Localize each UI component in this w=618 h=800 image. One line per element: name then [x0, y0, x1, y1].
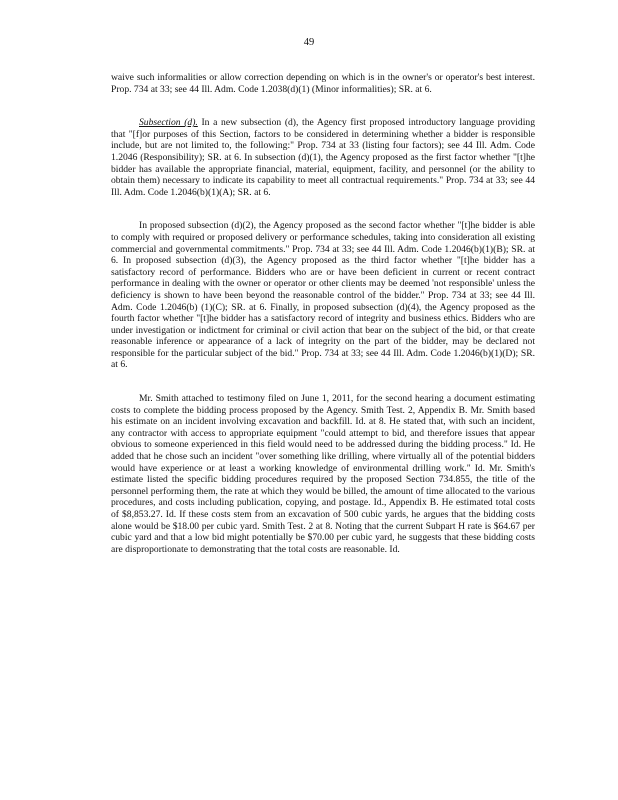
paragraph-continuation: waive such informalities or allow correction depending on which is in the owner's or operator's best interest. Prop. 734 at 33; see 44 Ill. Adm. Code 1.2038(d)(1) (Minor informalities); SR. at 6. — [111, 72, 535, 95]
page-number: 49 — [303, 37, 315, 48]
paragraph-gap — [111, 198, 535, 220]
paragraph-gap — [111, 95, 535, 117]
paragraph-subsection-d — [111, 117, 535, 198]
subsection-heading: Subsection (d). — [139, 117, 198, 129]
paragraph-factors: In proposed subsection (d)(2), the Agency proposed as the second factor whether "[t]he bidder is able to comply with required or proposed delivery or performance schedules, taking into consideration all existing commercial and governmental commitments." Prop. 734 at 33; see 44 Ill. Adm. Code 1.2046(b)(1)(B); SR. at 6. In proposed subsection (d)(3), the Agency proposed as the third factor whether "[t]he bidder has a satisfactory record of performance. Bidders who are or have been deficient in current or recent contract performance in dealing with the owner or operator or other clients may be deemed 'not responsible' unless the deficiency is shown to have been beyond the reasonable control of the bidder." Prop. 734 at 33; see 44 Ill. Adm. Code 1.2046(b) (1)(C); SR. at 6. Finally, in proposed subsection (d)(4), the Agency proposed as the fourth factor whether "[t]he bidder has a satisfactory record of integrity and business ethics. Bidders who are under investigation or indictment for criminal or civil action that bear on the subject of the bid, or that create reasonable inference or appearance of a lack of integrity on the part of the bidder, may be declared not responsible for the particular subject of the bid." Prop. 734 at 33; see 44 Ill. Adm. Code 1.2046(b)(1)(D); SR. at 6. — [111, 220, 535, 371]
paragraph-smith-estimate: Mr. Smith attached to testimony filed on June 1, 2011, for the second hearing a document estimating costs to complete the bidding process proposed by the Agency. Smith Test. 2, Appendix B. Mr. Smith based his estimate on an incident involving excavation and backfill. Id. at 8. He stated that, with such an incident, any contractor with access to appropriate equipment "could attempt to bid, and therefore issues that appear obvious to someone experienced in this field would need to be addressed during the bidding process." Id. He added that he chose such an incident "over something like drilling, where virtually all of the potential bidders would have experience or at least a working knowledge of environmental drilling work." Id. Mr. Smith's estimate listed the specific bidding procedures required by the proposed Section 734.855, the title of the personnel performing them, the rate at which they would be billed, the amount of time allocated to the various procedures, and costs including publication, copying, and postage. Id., Appendix B. He estimated total costs of $8,853.27. Id. If these costs stem from an excavation of 500 cubic yards, he argues that the bidding costs alone would be $18.00 per cubic yard. Smith Test. 2 at 8. Noting that the current Subpart H rate is $64.67 per cubic yard and that a low bid might potentially be $70.00 per cubic yard, he suggests that these bidding costs are disproportionate to demonstrating that the total costs are reasonable. Id. — [111, 393, 535, 555]
paragraph-text: In a new subsection (d), the Agency first proposed introductory language providing that "[f]or purposes of this Section, factors to be considered in determining whether a bidder is responsible include, but are not limited to, the following:" Prop. 734 at 33 (listing four factors); see 44 Ill. Adm. Code 1.2046 (Responsibility); SR. at 6. In subsection (d)(1), the Agency proposed as the first factor whether "[t]he bidder has available the appropriate financial, material, equipment, facility, and personnel (or the ability to obtain them) necessary to indicate its capability to meet all contractual requirements." Prop. 734 at 33; see 44 Ill. Adm. Code 1.2046(b)(1)(A); SR. at 6. — [111, 117, 535, 198]
document-body — [111, 72, 535, 555]
paragraph-gap — [111, 371, 535, 393]
